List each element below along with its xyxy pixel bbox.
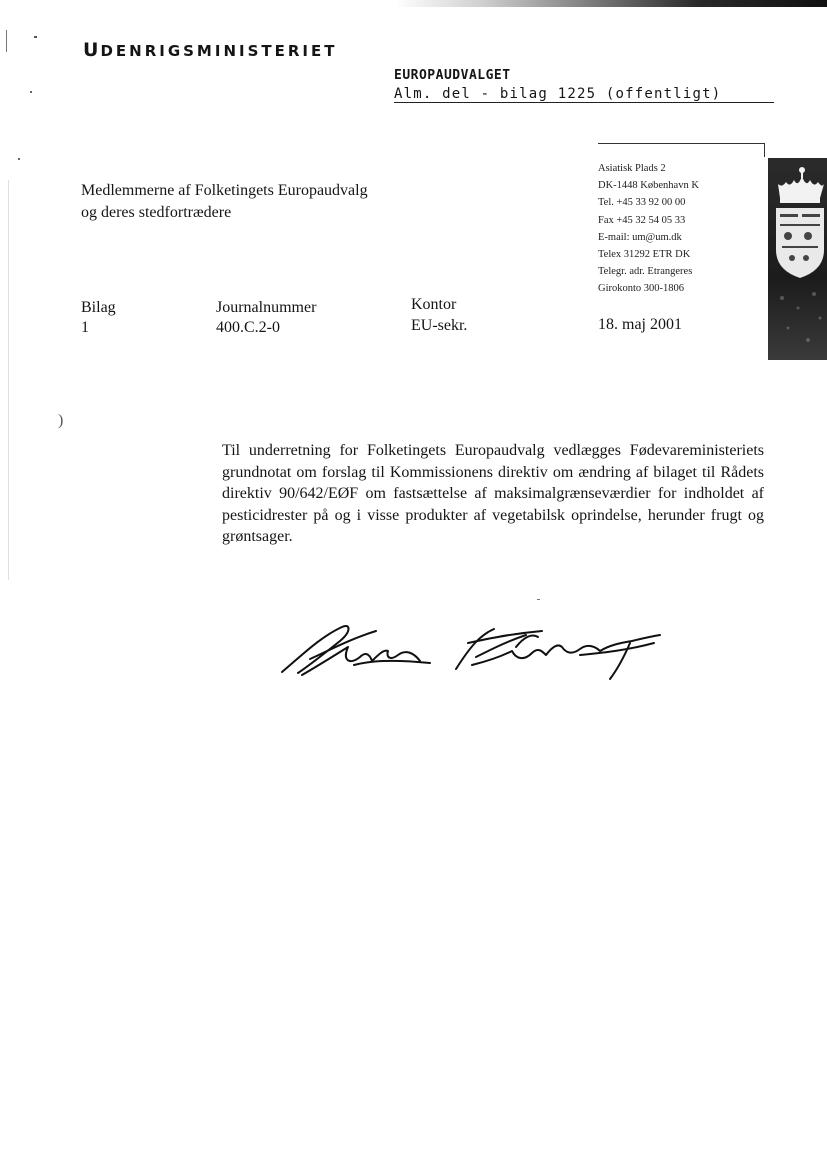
bilag-label: Bilag (81, 299, 116, 316)
scan-mark (18, 158, 20, 160)
royal-crest-icon (768, 158, 827, 360)
ministry-initial: U (83, 39, 101, 61)
bilag-value: 1 (81, 319, 89, 336)
address-line: DK-1448 København K (598, 180, 699, 192)
address-line: Asiatisk Plads 2 (598, 163, 666, 174)
scan-mark: ) (58, 412, 64, 429)
handwritten-signature (280, 617, 670, 687)
ministry-name: DENRIGSMINISTERIET (100, 42, 338, 60)
reference-underline (394, 102, 774, 103)
scan-edge-strip (395, 0, 827, 7)
letter-date: 18. maj 2001 (598, 316, 682, 333)
address-line: Telex 31292 ETR DK (598, 249, 691, 261)
scan-mark (34, 36, 37, 38)
scan-mark (8, 180, 9, 580)
address-line: Fax +45 32 54 05 33 (598, 214, 686, 226)
address-line: Tel. +45 33 92 00 00 (598, 197, 686, 209)
journal-value: 400.C.2-0 (216, 319, 280, 336)
scan-mark (537, 599, 540, 600)
address-rule (764, 143, 765, 157)
address-line: Girokonto 300-1806 (598, 283, 685, 295)
scan-mark (30, 91, 32, 93)
crest-band (768, 158, 827, 360)
address-rule (598, 143, 764, 144)
body-paragraph: Til underretning for Folketingets Europaudvalg vedlægges Fødevareministeriets grundnotat om forslag til Kommissionens direktiv om ændring af bilaget til Rådets direktiv 90/642/EØF om fastsættelse af maksimalgrænseværdier for indholdet af pesticidrester på og i visse produkter af vegetabilsk oprindelse, herunder frugt og grøntsager. (222, 442, 764, 545)
recipient-block (81, 180, 368, 224)
scan-mark (6, 30, 7, 52)
recipient-line: Medlemmerne af Folketingets Europaudvalg (81, 182, 368, 199)
document-reference: Alm. del - bilag 1225 (offentligt) (394, 86, 722, 102)
ministry-letterhead (83, 39, 337, 61)
address-line: Telegr. adr. Etrangeres (598, 266, 693, 278)
address-line: E-mail: um@um.dk (598, 231, 682, 243)
journal-label: Journalnummer (216, 299, 317, 316)
committee-stamp: EUROPAUDVALGET (394, 68, 511, 83)
kontor-label: Kontor (411, 296, 457, 313)
recipient-line: og deres stedfortrædere (81, 204, 232, 221)
address-block (598, 160, 699, 298)
kontor-value: EU-sekr. (411, 317, 468, 334)
